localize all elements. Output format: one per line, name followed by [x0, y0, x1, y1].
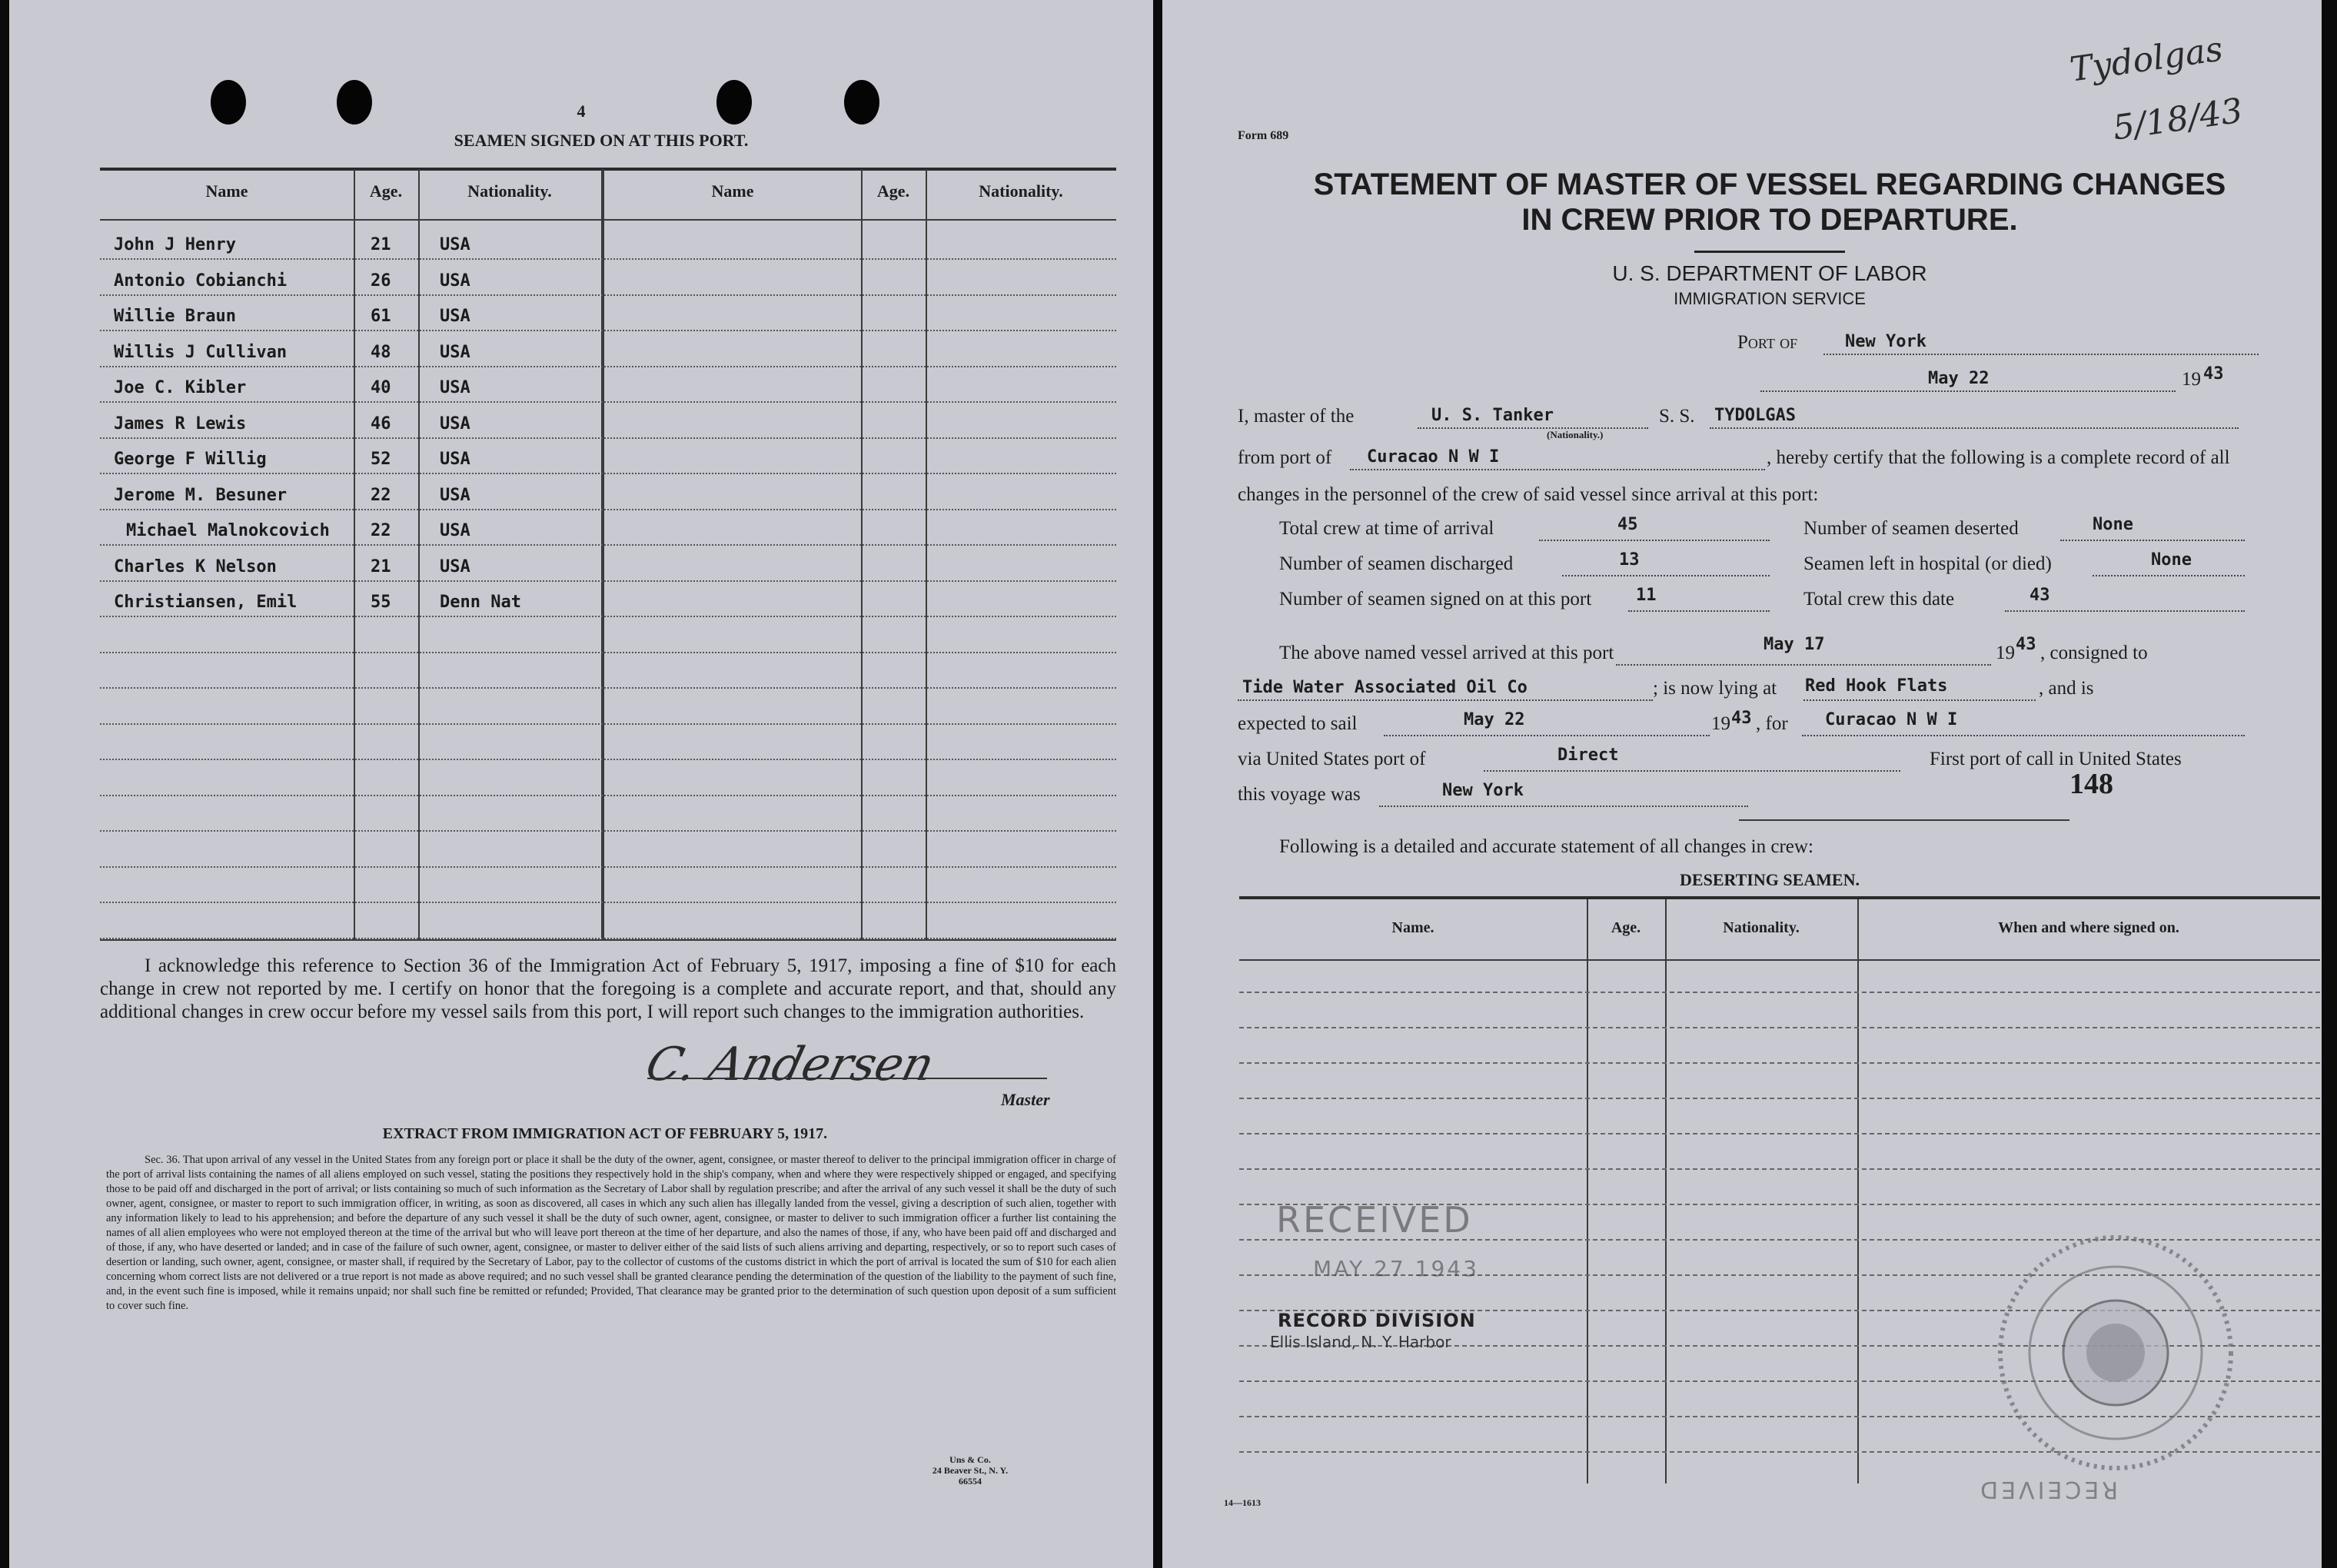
deserting-header-nationality: Nationality.: [1723, 919, 1800, 936]
signed-value: 11: [1636, 586, 1657, 605]
first-port-label: First port of call in United States: [1930, 749, 2182, 769]
consignee-underline: [1238, 699, 1653, 701]
row-rule: [100, 258, 1116, 260]
row-rule: [100, 866, 1116, 868]
master-of-label: I, master of the: [1238, 406, 1355, 427]
following-text: Following is a detailed and accurate statement of all changes in crew:: [1279, 836, 1813, 857]
seaman-name: James R Lewis: [114, 414, 247, 434]
from-port-label: from port of: [1238, 447, 1332, 468]
seaman-age: 22: [371, 485, 391, 505]
received-stamp: RECEIVED: [1276, 1199, 1473, 1241]
seaman-name: Michael Malnokcovich: [126, 521, 330, 540]
row-rule: [100, 580, 1116, 582]
form-code: 14—1613: [1224, 1497, 1261, 1508]
received-stamp-date: MAY 27 1943: [1313, 1256, 1479, 1281]
seaman-age: 40: [371, 378, 391, 397]
row-rule: [100, 830, 1116, 832]
handwritten-date: 5/18/43: [2110, 91, 2246, 148]
date-underline: [1760, 390, 2176, 392]
row-rule: [100, 401, 1116, 403]
deserting-column-divider: [1857, 899, 1859, 1483]
deserted-value: None: [2093, 515, 2133, 534]
expected-year-prefix: 19: [1711, 713, 1730, 734]
port-label: Port of: [1737, 332, 1798, 353]
via-value: Direct: [1557, 746, 1619, 765]
deserting-row-rule: [1239, 992, 2320, 993]
via-underline: [1484, 770, 1900, 772]
via-label: via United States port of: [1238, 749, 1426, 769]
deserting-column-divider: [1587, 899, 1588, 1483]
expected-underline: [1384, 735, 1710, 736]
row-rule: [100, 294, 1116, 296]
voyage-label: this voyage was: [1238, 784, 1361, 805]
row-rule: [100, 473, 1116, 474]
row-rule: [100, 509, 1116, 510]
mirrored-received-stamp: RECEIVED: [1977, 1476, 2119, 1503]
nationality-underline: [1418, 427, 1648, 429]
column-header-name: Name: [711, 181, 754, 201]
column-header-age: Age.: [876, 181, 910, 201]
extract-text: Sec. 36. That upon arrival of any vessel in the United States from any foreign port or place it shall be the duty of the owner, agent, consignee, or master thereof to deliver to the principal immigration officer in charge of the port of arrival lists containing the names of all aliens employed on such vessel, stating the positions they respectively hold in the ship's company, when and where they were respectively shipped or engaged, and specifying those to be paid off and discharged in the port of arrival; or lists containing so much of such information as the Secretary of Labor shall by regulation prescribe; and after the arrival of any such vessel it shall be the duty of such owner, agent, consignee, or master to report to such immigration officer, in writing, as soon as discovered, all cases in which any such alien has illegally landed from the vessel, giving a description of such alien, together with any information likely to lead to his apprehension; and before the departure of any such vessel it shall be the duty of such owner, agent, consignee, or master to deliver to such immigration officer a further list containing the names of all alien employees who were not employed thereon at the time of the arrival but who will leave port thereon at the time of her departure, and also the names of those, if any, who have been paid off and discharged and of those, if any, who have deserted or landed; and in case of the failure of such owner, agent, consignee, or master to deliver either of the said lists of such aliens arriving and departing, respectively, or so to report such cases of desertion or landing, such owner, agent, consignee, or master shall, if required by the Secretary of Labor, pay to the collector of customs of the customs district in which the port of arrival is located the sum of $10 for each alien concerning whom correct lists are not delivered or a true report is not made as above required; and no such vessel shall be granted clearance pending the determination of the question of the liability to the payment of such fine, and, in the event such fine is imposed, while it remains unpaid; nor shall such fine be remitted or refunded; Provided, That clearance may be granted prior to the determination of such question upon deposit of a sum sufficient to cover such fine.: [106, 1154, 1116, 1312]
from-port-value: Curacao N W I: [1367, 447, 1500, 467]
seaman-age: 55: [371, 593, 391, 612]
ship-name-value: TYDOLGAS: [1714, 406, 1796, 425]
column-header-name: Name: [205, 181, 248, 201]
total-date-underline: [2005, 610, 2245, 612]
number-stamp: 148: [2069, 768, 2113, 800]
and-is-label: , and is: [2039, 678, 2094, 699]
discharged-label: Number of seamen discharged: [1279, 553, 1514, 574]
deserting-header-age: Age.: [1611, 919, 1641, 936]
changes-text: changes in the personnel of the crew of said vessel since arrival at this port:: [1238, 484, 1819, 505]
ship-name-underline: [1710, 427, 2239, 429]
seaman-age: 21: [371, 556, 391, 576]
deserting-column-divider: [1665, 899, 1667, 1483]
seaman-nationality: USA: [440, 521, 470, 540]
printer-line: 66554: [959, 1476, 982, 1487]
total-crew-label: Total crew at time of arrival: [1279, 518, 1494, 539]
expected-year-value: 43: [1731, 709, 1752, 728]
column-header-nationality: Nationality.: [467, 181, 552, 201]
port-underline: [1823, 354, 2259, 355]
record-division-location: Ellis Island, N. Y. Harbor: [1270, 1333, 1451, 1351]
deserting-header-when-where: When and where signed on.: [1998, 919, 2179, 936]
handwritten-ship-name: Tydolgas: [2067, 29, 2226, 90]
printer-imprint: [893, 1454, 1047, 1487]
discharged-value: 13: [1619, 550, 1640, 570]
seaman-age: 22: [371, 521, 391, 540]
column-divider: [418, 169, 420, 939]
seaman-age: 61: [371, 307, 391, 326]
service-name: IMMIGRATION SERVICE: [1674, 289, 1866, 308]
signed-label: Number of seamen signed on at this port: [1279, 589, 1592, 610]
deserting-header-rule: [1239, 959, 2320, 961]
ss-label: S. S.: [1659, 406, 1695, 427]
column-divider: [354, 169, 355, 939]
seaman-age: 26: [371, 271, 391, 291]
form-title-line2: IN CREW PRIOR TO DEPARTURE.: [1521, 203, 2018, 237]
vessel-nationality-value: U. S. Tanker: [1431, 406, 1554, 425]
left-page: [9, 0, 1153, 1568]
hospital-underline: [2093, 575, 2245, 576]
deserting-top-rule: [1239, 896, 2320, 899]
row-rule: [100, 687, 1116, 689]
seaman-age: 52: [371, 450, 391, 469]
row-rule: [100, 652, 1116, 653]
voyage-underline: [1379, 806, 1748, 807]
hospital-value: None: [2151, 550, 2192, 570]
nationality-caption: (Nationality.): [1547, 429, 1604, 440]
deserting-header-name: Name.: [1391, 919, 1434, 936]
row-rule: [100, 544, 1116, 546]
seaman-name: John J Henry: [114, 235, 236, 254]
deserting-row-rule: [1239, 1133, 2320, 1134]
printer-line: Uns & Co.: [949, 1454, 991, 1465]
master-signature: C. Andersen: [640, 1038, 940, 1091]
row-rule: [100, 330, 1116, 331]
record-division-stamp: RECORD DIVISION: [1278, 1310, 1476, 1331]
table-bottom-rule: [100, 939, 1116, 941]
deserting-row-rule: [1239, 1027, 2320, 1028]
year-prefix: 19: [2182, 369, 2201, 390]
deserted-underline: [2060, 540, 2245, 541]
deserting-row-rule: [1239, 1168, 2320, 1170]
for-value: Curacao N W I: [1825, 710, 1958, 729]
seaman-name: Christiansen, Emil: [114, 593, 298, 612]
row-rule: [100, 759, 1116, 760]
circular-seal: [1962, 1199, 2269, 1507]
consignee-value: Tide Water Associated Oil Co: [1242, 678, 1528, 697]
expected-value: May 22: [1464, 710, 1525, 729]
seaman-name: Willie Braun: [114, 307, 236, 326]
deserting-row-rule: [1239, 1098, 2320, 1099]
seaman-name: George F Willig: [114, 450, 267, 469]
right-page: [1162, 0, 2322, 1568]
seaman-nationality: USA: [440, 271, 470, 291]
total-crew-value: 45: [1617, 515, 1638, 534]
arrived-year-prefix: 19: [1996, 643, 2015, 663]
expected-label: expected to sail: [1238, 713, 1358, 734]
seaman-name: Willis J Cullivan: [114, 342, 288, 362]
page-number: 4: [577, 101, 586, 121]
voyage-rule: [1739, 819, 2069, 821]
year-value: 43: [2203, 364, 2224, 384]
lying-label: ; is now lying at: [1653, 678, 1777, 699]
seaman-name: Joe C. Kibler: [114, 378, 247, 397]
seaman-nationality: USA: [440, 414, 470, 434]
arrived-year-value: 43: [2016, 635, 2036, 654]
row-rule: [100, 902, 1116, 903]
table-header-rule: [100, 219, 1116, 221]
seaman-nationality: USA: [440, 450, 470, 469]
lying-value: Red Hook Flats: [1805, 676, 1948, 696]
deserted-label: Number of seamen deserted: [1803, 518, 2019, 539]
total-date-label: Total crew this date: [1803, 589, 1955, 610]
seaman-nationality: USA: [440, 378, 470, 397]
total-crew-underline: [1539, 540, 1770, 541]
seaman-age: 48: [371, 342, 391, 362]
date-value: May 22: [1928, 369, 1990, 388]
row-rule: [100, 795, 1116, 796]
seaman-nationality: USA: [440, 342, 470, 362]
row-rule: [100, 723, 1116, 725]
voyage-value: New York: [1442, 781, 1524, 800]
seaman-nationality: USA: [440, 235, 470, 254]
certify-text: , hereby certify that the following is a complete record of all: [1767, 447, 2230, 468]
row-rule: [100, 616, 1116, 617]
seaman-nationality: USA: [440, 307, 470, 326]
seaman-nationality: USA: [440, 485, 470, 505]
hospital-label: Seamen left in hospital (or died): [1803, 553, 2052, 574]
signature-line: [647, 1078, 1047, 1079]
for-underline: [1802, 735, 2245, 736]
deserting-heading: DESERTING SEAMEN.: [1680, 870, 1860, 889]
seamen-signed-heading: SEAMEN SIGNED ON AT THIS PORT.: [454, 131, 749, 150]
total-date-value: 43: [2030, 586, 2050, 605]
from-port-underline: [1350, 469, 1765, 470]
deserting-row-rule: [1239, 1062, 2320, 1064]
table-top-rule: [100, 168, 1116, 171]
column-divider-center: [601, 169, 604, 939]
seaman-age: 21: [371, 235, 391, 254]
seaman-nationality: Denn Nat: [440, 593, 521, 612]
seaman-name: Antonio Cobianchi: [114, 271, 288, 291]
master-label: Master: [1001, 1090, 1050, 1109]
port-value: New York: [1845, 332, 1926, 351]
arrived-underline: [1616, 664, 1991, 666]
column-divider: [926, 169, 927, 939]
row-rule: [100, 366, 1116, 367]
column-header-age: Age.: [369, 181, 403, 201]
acknowledgement-text: I acknowledge this reference to Section 36 of the Immigration Act of February 5, 1917, imposing a fine of $10 for each change in crew not reported by me. I certify on honor that the foregoing is a complete and accurate report, and that, should any additional changes in crew occur before my vessel sails from this port, I will report such changes to the immigration authorities.: [100, 955, 1116, 1022]
printer-line: 24 Beaver St., N. Y.: [932, 1465, 1009, 1476]
row-rule: [100, 437, 1116, 439]
arrived-value: May 17: [1764, 635, 1825, 654]
form-title-line1: STATEMENT OF MASTER OF VESSEL REGARDING CHANGES: [1313, 168, 2226, 201]
arrived-label: The above named vessel arrived at this port: [1279, 643, 1614, 663]
signed-underline: [1628, 610, 1770, 612]
department-name: U. S. DEPARTMENT OF LABOR: [1612, 261, 1927, 285]
extract-heading: EXTRACT FROM IMMIGRATION ACT OF FEBRUARY 5, 1917.: [382, 1125, 828, 1142]
seaman-name: Charles K Nelson: [114, 556, 277, 576]
for-label: , for: [1756, 713, 1788, 734]
form-number: Form 689: [1238, 129, 1289, 142]
seaman-nationality: USA: [440, 556, 470, 576]
column-divider: [861, 169, 863, 939]
seaman-age: 46: [371, 414, 391, 434]
column-header-nationality: Nationality.: [979, 181, 1063, 201]
title-rule: [1694, 251, 1845, 253]
lying-underline: [1803, 699, 2036, 701]
seaman-name: Jerome M. Besuner: [114, 485, 288, 505]
consigned-label: , consigned to: [2040, 643, 2148, 663]
discharged-underline: [1562, 575, 1770, 576]
row-rule: [100, 938, 1116, 939]
